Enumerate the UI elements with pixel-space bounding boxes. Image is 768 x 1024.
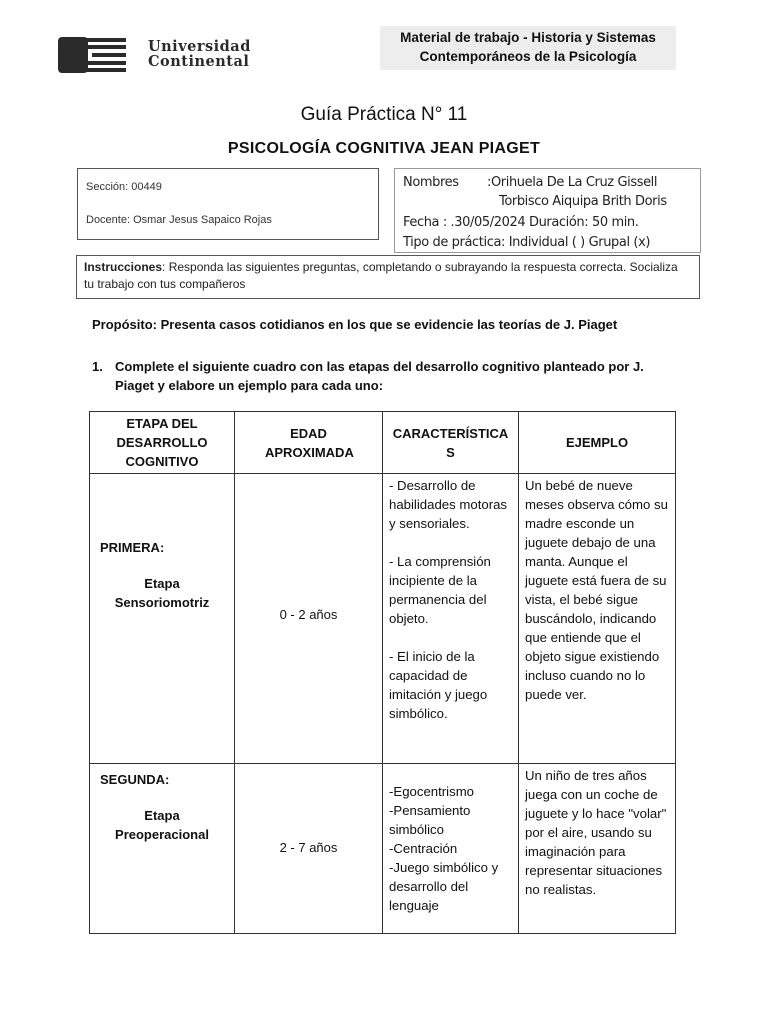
names-label: Nombres [403,175,459,190]
age-cell [235,764,383,934]
student-name-1: :Orihuela De La Cruz Gissell [487,175,658,190]
characteristic-item: -Pensamiento simbólico [389,803,471,837]
material-line1: Material de trabajo - Historia y Sistemas [400,30,656,45]
characteristics-cell [383,764,519,934]
university-logo [56,34,276,76]
student-info-box [394,168,701,253]
instructions-label: Instrucciones [84,260,163,274]
header-characteristics: CARACTERÍSTICA S [383,412,519,474]
practice-type-line: Tipo de práctica: Individual ( ) Grupal (x) [403,235,651,250]
header-stage: ETAPA DEL DESARROLLO COGNITIVO [90,412,235,474]
material-header-box [380,26,676,70]
university-name-line2: Continental [148,53,250,70]
example-cell [519,474,676,764]
date-duration-line: Fecha : .30/05/2024 Duración: 50 min. [403,215,639,230]
instructions-box [76,255,700,299]
student-name-2: Torbisco Aiquipa Brith Doris [499,194,667,209]
table-row [90,764,676,934]
table-row [90,474,676,764]
age-value: 2 - 7 años [279,840,338,855]
age-value: 0 - 2 años [279,607,338,622]
university-logo-icon [56,34,146,76]
university-name-line1: Universidad [148,38,251,55]
age-cell [235,474,383,764]
section-text: Sección: 00449 [86,181,162,193]
question-number: 1. [92,359,103,374]
instructions-text: : Responda las siguientes preguntas, completando o subrayando la respuesta correcta. Socializa tu trabajo con tus compañeros [84,260,678,291]
characteristic-item: - La comprensión incipiente de la permanencia del objeto. [389,554,491,626]
header-age: EDAD APROXIMADA [235,412,383,474]
stage-name: Preoperacional [115,827,209,842]
characteristic-item: - El inicio de la capacidad de imitación y juego simbólico. [389,649,488,721]
example-text: Un bebé de nueve meses observa cómo su madre esconde un juguete debajo de una manta. Aunque el juguete está fuera de su vista, el bebé sigue buscándolo, indicando que entiende que el objeto sigue existiendo incluso cuando no lo puede ver. [525,478,668,702]
example-text: Un niño de tres años juega con un coche de juguete y lo hace "volar" por el aire, usando su imaginación para representar situaciones no realistas. [525,768,667,897]
header-example: EJEMPLO [519,412,676,474]
section-info-box [77,168,379,240]
characteristic-item: -Juego simbólico y desarrollo del lenguaje [389,860,499,913]
question-text: Complete el siguiente cuadro con las etapas del desarrollo cognitivo planteado por J. Piaget y elabore un ejemplo para cada uno: [115,359,644,393]
table-header-row [90,412,676,474]
stages-table [89,411,676,934]
stage-label: Etapa [144,576,180,591]
page-subtitle: PSICOLOGÍA COGNITIVA JEAN PIAGET [227,140,541,157]
purpose-text: Propósito: Presenta casos cotidianos en los que se evidencie las teorías de J. Piaget [92,317,618,332]
stage-cell [90,474,235,764]
stage-name: Sensoriomotriz [114,595,210,610]
characteristic-item: -Centración [389,841,458,856]
stage-ordinal: SEGUNDA: [100,772,170,787]
stage-cell [90,764,235,934]
teacher-text: Docente: Osmar Jesus Sapaico Rojas [86,214,272,226]
stage-label: Etapa [144,808,180,823]
characteristic-item: - Desarrollo de habilidades motoras y sensoriales. [389,478,508,531]
stage-ordinal: PRIMERA: [100,540,165,555]
characteristic-item: -Egocentrismo [389,784,475,799]
page-title: Guía Práctica N° 11 [300,104,468,125]
example-cell [519,764,676,934]
characteristics-cell [383,474,519,764]
material-line2: Contemporáneos de la Psicología [419,49,637,64]
